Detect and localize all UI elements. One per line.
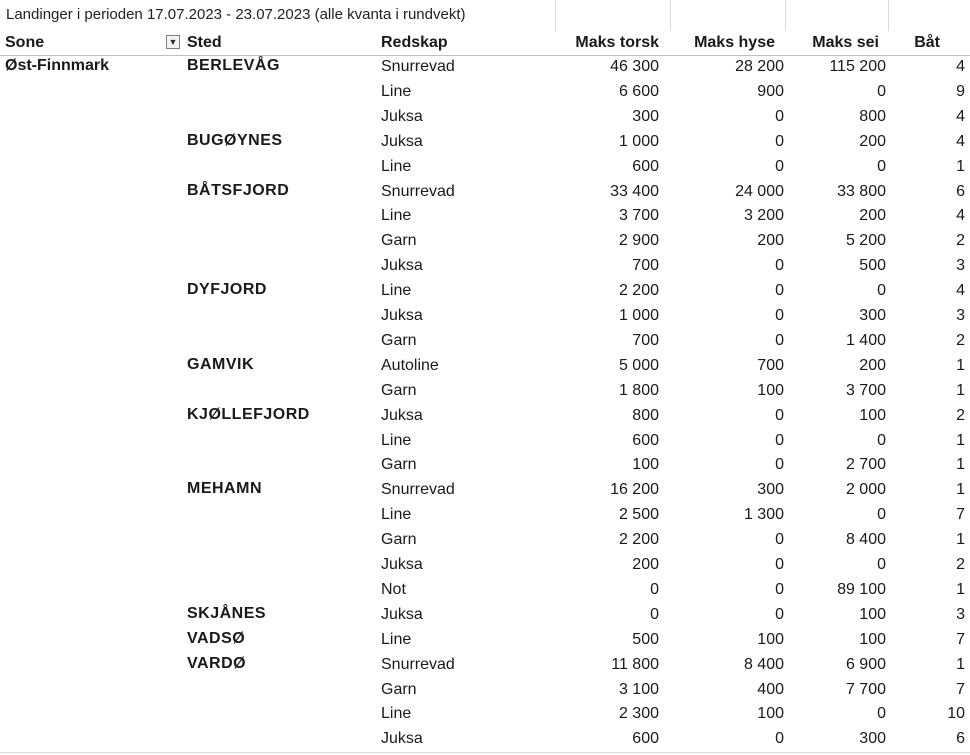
cell-maks-sei[interactable]: 100 — [859, 406, 886, 424]
cell-redskap[interactable]: Line — [381, 705, 412, 723]
cell-bat[interactable]: 4 — [956, 107, 965, 125]
header-bat[interactable]: Båt — [914, 34, 940, 51]
cell-bat[interactable]: 1 — [956, 356, 965, 374]
cell-redskap[interactable]: Line — [381, 157, 412, 175]
cell-maks-torsk[interactable]: 100 — [632, 456, 659, 474]
sted-label[interactable]: GAMVIK — [187, 355, 254, 373]
header-redskap[interactable]: Redskap — [381, 34, 448, 51]
cell-maks-sei[interactable]: 6 900 — [845, 655, 886, 673]
cell-maks-sei[interactable]: 0 — [877, 157, 886, 175]
cell-maks-torsk[interactable]: 1 000 — [618, 307, 659, 324]
cell-maks-torsk[interactable]: 600 — [632, 157, 659, 175]
header-sted[interactable]: Sted — [187, 34, 222, 51]
cell-bat[interactable]: 2 — [956, 331, 965, 349]
cell-bat[interactable]: 9 — [956, 82, 965, 100]
cell-redskap[interactable]: Line — [381, 630, 412, 648]
cell-maks-hyse[interactable]: 0 — [775, 282, 784, 300]
cell-maks-hyse[interactable]: 200 — [757, 232, 784, 250]
cell-redskap[interactable]: Juksa — [381, 132, 423, 150]
cell-bat[interactable]: 1 — [956, 381, 965, 399]
header-maks-torsk[interactable]: Maks torsk — [575, 34, 659, 51]
sted-label[interactable]: SKJÅNES — [187, 604, 267, 622]
cell-maks-torsk[interactable]: 5 000 — [618, 356, 659, 374]
cell-maks-torsk[interactable]: 33 400 — [610, 182, 659, 200]
cell-bat[interactable]: 1 — [956, 531, 965, 549]
cell-maks-torsk[interactable]: 1 800 — [618, 381, 659, 399]
cell-redskap[interactable]: Line — [381, 506, 412, 524]
cell-maks-torsk[interactable]: 3 700 — [618, 207, 659, 225]
cell-maks-sei[interactable]: 200 — [859, 356, 886, 374]
cell-maks-hyse[interactable]: 28 200 — [735, 58, 784, 75]
sted-label[interactable]: KJØLLEFJORD — [187, 405, 310, 423]
cell-bat[interactable]: 1 — [956, 481, 965, 499]
cell-bat[interactable]: 6 — [956, 730, 965, 748]
cell-redskap[interactable]: Line — [381, 282, 412, 300]
cell-bat[interactable]: 4 — [956, 282, 965, 300]
cell-maks-hyse[interactable]: 0 — [775, 580, 784, 598]
cell-bat[interactable]: 3 — [956, 257, 965, 275]
cell-maks-hyse[interactable]: 0 — [775, 157, 784, 175]
cell-redskap[interactable]: Autoline — [381, 356, 439, 374]
cell-maks-hyse[interactable]: 0 — [775, 605, 784, 623]
cell-bat[interactable]: 7 — [956, 630, 965, 648]
cell-maks-torsk[interactable]: 46 300 — [610, 58, 659, 75]
cell-redskap[interactable]: Line — [381, 431, 412, 449]
cell-maks-sei[interactable]: 100 — [859, 630, 886, 648]
cell-bat[interactable]: 6 — [956, 182, 965, 200]
cell-divider — [785, 0, 786, 31]
cell-redskap[interactable]: Snurrevad — [381, 481, 455, 499]
sted-label[interactable]: DYFJORD — [187, 281, 267, 299]
cell-maks-torsk[interactable]: 200 — [632, 556, 659, 573]
cell-maks-torsk[interactable]: 2 900 — [618, 232, 659, 250]
cell-maks-sei[interactable]: 8 400 — [845, 531, 886, 549]
cell-redskap[interactable]: Garn — [381, 331, 417, 349]
cell-maks-torsk[interactable]: 2 200 — [618, 531, 659, 549]
cell-maks-sei[interactable]: 200 — [859, 132, 886, 150]
sted-label[interactable]: BERLEVÅG — [187, 57, 280, 74]
cell-maks-hyse[interactable]: 300 — [757, 481, 784, 499]
cell-redskap[interactable]: Not — [381, 580, 406, 598]
cell-maks-sei[interactable]: 0 — [877, 705, 886, 723]
cell-redskap[interactable]: Juksa — [381, 257, 423, 275]
cell-maks-hyse[interactable]: 0 — [775, 331, 784, 349]
cell-maks-sei[interactable]: 100 — [859, 605, 886, 623]
cell-maks-sei[interactable]: 200 — [859, 207, 886, 225]
cell-maks-torsk[interactable]: 700 — [632, 331, 659, 349]
cell-maks-torsk[interactable]: 2 500 — [618, 506, 659, 524]
cell-redskap[interactable]: Juksa — [381, 107, 423, 125]
cell-maks-sei[interactable]: 0 — [877, 431, 886, 449]
cell-maks-hyse[interactable]: 100 — [757, 381, 784, 399]
cell-maks-sei[interactable]: 300 — [859, 730, 886, 748]
cell-redskap[interactable]: Garn — [381, 381, 417, 399]
cell-maks-torsk[interactable]: 16 200 — [610, 481, 659, 499]
cell-maks-hyse[interactable]: 700 — [757, 356, 784, 374]
cell-maks-sei[interactable]: 89 100 — [837, 580, 886, 598]
cell-maks-sei[interactable]: 3 700 — [845, 381, 886, 399]
cell-bat[interactable]: 1 — [956, 655, 965, 673]
cell-maks-sei[interactable]: 5 200 — [845, 232, 886, 250]
cell-bat[interactable]: 1 — [956, 431, 965, 449]
cell-redskap[interactable]: Garn — [381, 531, 417, 549]
cell-maks-hyse[interactable]: 100 — [757, 630, 784, 648]
cell-divider — [888, 0, 889, 31]
cell-maks-hyse[interactable]: 100 — [757, 705, 784, 723]
cell-maks-hyse[interactable]: 0 — [775, 307, 784, 324]
cell-maks-torsk[interactable]: 600 — [632, 431, 659, 449]
cell-maks-hyse[interactable]: 0 — [775, 456, 784, 474]
cell-maks-sei[interactable]: 2 700 — [845, 456, 886, 474]
sted-label[interactable]: BÅTSFJORD — [187, 181, 290, 199]
cell-maks-hyse[interactable]: 0 — [775, 107, 784, 125]
cell-maks-sei[interactable]: 800 — [859, 107, 886, 125]
cell-maks-sei[interactable]: 0 — [877, 506, 886, 524]
filter-icon[interactable]: ▼ — [166, 35, 180, 49]
header-maks-sei[interactable]: Maks sei — [812, 34, 879, 51]
cell-bat[interactable]: 1 — [956, 157, 965, 175]
cell-maks-torsk[interactable]: 2 200 — [618, 282, 659, 300]
cell-redskap[interactable]: Snurrevad — [381, 655, 455, 673]
cell-maks-torsk[interactable]: 800 — [632, 406, 659, 424]
cell-bat[interactable]: 3 — [956, 307, 965, 324]
cell-maks-hyse[interactable]: 1 300 — [743, 506, 784, 524]
cell-redskap[interactable]: Line — [381, 82, 412, 100]
cell-bat[interactable]: 2 — [956, 556, 965, 573]
sted-label[interactable]: MEHAMN — [187, 480, 262, 498]
cell-redskap[interactable]: Juksa — [381, 730, 423, 748]
cell-redskap[interactable]: Snurrevad — [381, 58, 455, 75]
bottom-border — [0, 752, 970, 753]
cell-redskap[interactable]: Juksa — [381, 307, 423, 324]
cell-maks-hyse[interactable]: 0 — [775, 406, 784, 424]
cell-maks-torsk[interactable]: 6 600 — [618, 82, 659, 100]
cell-maks-hyse[interactable]: 3 200 — [743, 207, 784, 225]
cell-redskap[interactable]: Juksa — [381, 556, 423, 573]
cell-maks-sei[interactable]: 2 000 — [845, 481, 886, 499]
cell-maks-sei[interactable]: 500 — [859, 257, 886, 275]
cell-maks-torsk[interactable]: 3 100 — [618, 680, 659, 698]
cell-maks-torsk[interactable]: 0 — [650, 580, 659, 598]
sted-label[interactable]: VARDØ — [187, 654, 247, 672]
cell-redskap[interactable]: Garn — [381, 232, 417, 250]
cell-redskap[interactable]: Juksa — [381, 605, 423, 623]
header-sone[interactable]: Sone — [5, 34, 45, 51]
cell-bat[interactable]: 1 — [956, 580, 965, 598]
cell-redskap[interactable]: Line — [381, 207, 412, 225]
cell-maks-torsk[interactable]: 300 — [632, 107, 659, 125]
cell-bat[interactable]: 4 — [956, 132, 965, 150]
cell-maks-torsk[interactable]: 600 — [632, 730, 659, 748]
cell-maks-hyse[interactable]: 24 000 — [735, 182, 784, 200]
cell-maks-sei[interactable]: 300 — [859, 307, 886, 324]
cell-divider — [555, 0, 556, 31]
cell-maks-hyse[interactable]: 0 — [775, 730, 784, 748]
cell-bat[interactable]: 3 — [956, 605, 965, 623]
cell-maks-hyse[interactable]: 900 — [757, 82, 784, 100]
cell-redskap[interactable]: Snurrevad — [381, 182, 455, 200]
header-row — [0, 31, 970, 56]
cell-maks-hyse[interactable]: 0 — [775, 257, 784, 275]
sone-label: Øst-Finnmark — [5, 57, 110, 74]
cell-bat[interactable]: 4 — [956, 207, 965, 225]
cell-bat[interactable]: 2 — [956, 232, 965, 250]
cell-maks-torsk[interactable]: 11 800 — [611, 655, 659, 673]
cell-bat[interactable]: 10 — [947, 705, 965, 723]
cell-maks-hyse[interactable]: 0 — [775, 132, 784, 150]
cell-redskap[interactable]: Juksa — [381, 406, 423, 424]
cell-maks-sei[interactable]: 33 800 — [837, 182, 886, 200]
cell-maks-sei[interactable]: 7 700 — [845, 680, 886, 698]
cell-maks-torsk[interactable]: 0 — [650, 605, 659, 623]
cell-bat[interactable]: 7 — [956, 680, 965, 698]
sted-label[interactable]: VADSØ — [187, 629, 246, 647]
cell-redskap[interactable]: Garn — [381, 456, 417, 474]
title-row — [0, 0, 970, 31]
table-title: Landinger i perioden 17.07.2023 - 23.07.2023 (alle kvanta i rundvekt) — [6, 6, 466, 23]
cell-maks-torsk[interactable]: 1 000 — [618, 132, 659, 150]
cell-maks-torsk[interactable]: 2 300 — [618, 705, 659, 723]
sted-label[interactable]: BUGØYNES — [187, 131, 283, 149]
cell-maks-hyse[interactable]: 0 — [775, 431, 784, 449]
header-maks-hyse[interactable]: Maks hyse — [694, 34, 775, 51]
cell-maks-hyse[interactable]: 0 — [775, 556, 784, 573]
cell-bat[interactable]: 1 — [956, 456, 965, 474]
cell-maks-sei[interactable]: 115 200 — [829, 58, 886, 75]
cell-bat[interactable]: 2 — [956, 406, 965, 424]
cell-maks-sei[interactable]: 0 — [877, 282, 886, 300]
cell-maks-sei[interactable]: 0 — [877, 82, 886, 100]
cell-maks-torsk[interactable]: 500 — [632, 630, 659, 648]
cell-maks-sei[interactable]: 0 — [877, 556, 886, 573]
cell-bat[interactable]: 4 — [956, 58, 965, 75]
cell-maks-hyse[interactable]: 0 — [775, 531, 784, 549]
cell-maks-torsk[interactable]: 700 — [632, 257, 659, 275]
cell-redskap[interactable]: Garn — [381, 680, 417, 698]
cell-bat[interactable]: 7 — [956, 506, 965, 524]
cell-maks-sei[interactable]: 1 400 — [845, 331, 886, 349]
cell-maks-hyse[interactable]: 8 400 — [743, 655, 784, 673]
cell-divider — [670, 0, 671, 31]
cell-maks-hyse[interactable]: 400 — [757, 680, 784, 698]
